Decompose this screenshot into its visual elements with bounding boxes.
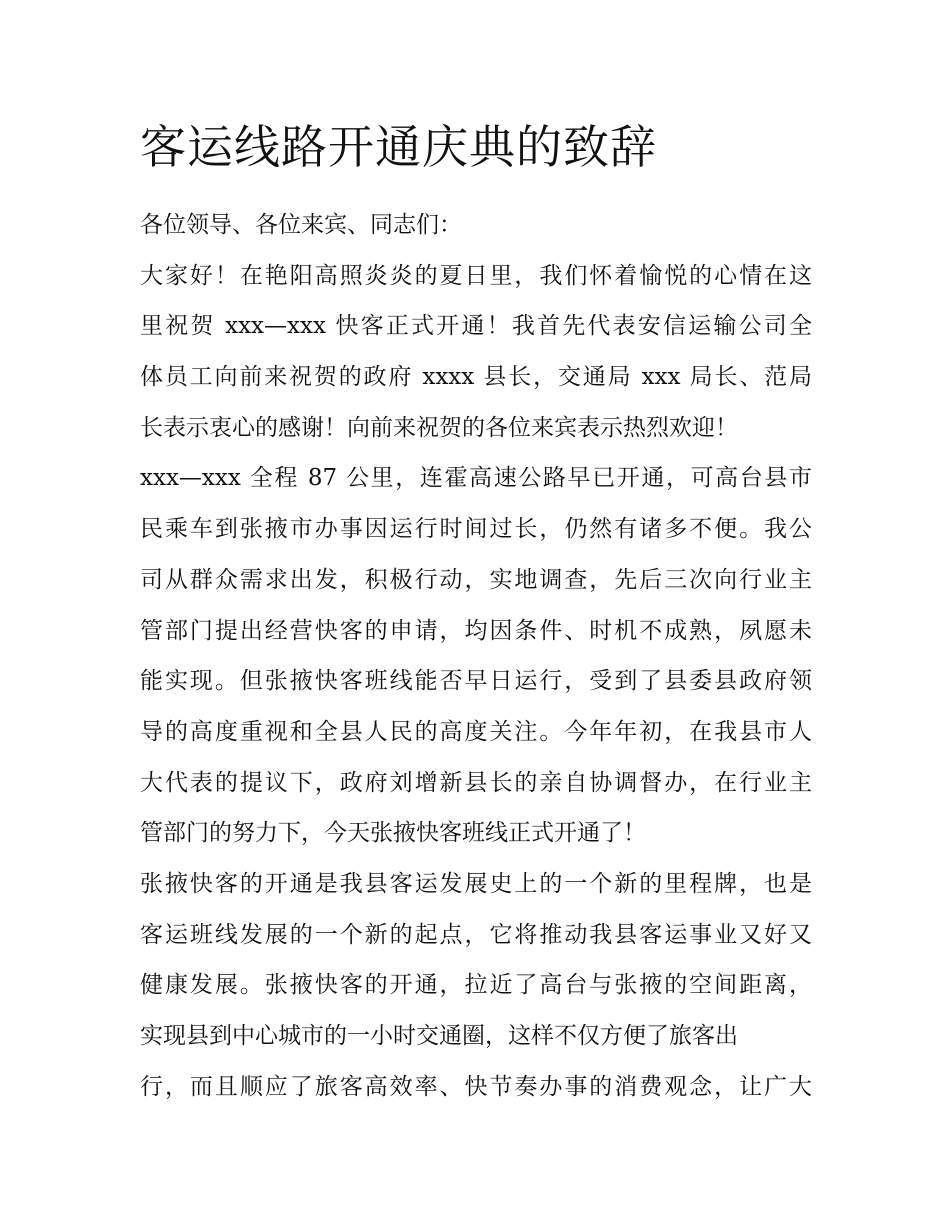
text-line: 民乘车到张掖市办事因运行时间过长，仍然有诸多不便。我公 — [140, 516, 812, 543]
text-line: 实现县到中心城市的一小时交通圈，这样不仅方便了旅客出 — [140, 1023, 738, 1049]
document-page — [140, 112, 812, 1112]
text-line: 体员工向前来祝贺的政府 xxxx 县长，交通局 xxx 局长、范局 — [140, 364, 812, 391]
text-line: xxx—xxx 全程 87 公里，连霍高速公路早已开通，可高台县市 — [140, 465, 812, 492]
text-line: 司从群众需求出发，积极行动，实地调查，先后三次向行业主 — [140, 566, 812, 593]
text-line: 导的高度重视和全县人民的高度关注。今年年初，在我县市人 — [140, 718, 812, 745]
text-line: 管部门的努力下，今天张掖快客班线正式开通了！ — [140, 820, 646, 847]
text-line: 各位领导、各位来宾、同志们： — [140, 212, 462, 238]
text-line: 管部门提出经营快客的申请，均因条件、时机不成熟，夙愿未 — [140, 617, 812, 644]
document-body — [140, 200, 812, 1112]
text-line: 里祝贺 xxx—xxx 快客正式开通！我首先代表安信运输公司全 — [140, 313, 812, 340]
text-line: 长表示衷心的感谢！向前来祝贺的各位来宾表示热烈欢迎！ — [140, 414, 738, 441]
text-line: 健康发展。张掖快客的开通，拉近了高台与张掖的空间距离， — [140, 972, 812, 999]
document-title: 客运线路开通庆典的致辞 — [140, 120, 657, 174]
text-line: 大家好！在艳阳高照炎炎的夏日里，我们怀着愉悦的心情在这 — [140, 262, 812, 289]
text-line: 能实现。但张掖快客班线能否早日运行，受到了县委县政府领 — [140, 668, 812, 695]
text-line: 大代表的提议下，政府刘增新县长的亲自协调督办，在行业主 — [140, 769, 812, 796]
text-line: 张掖快客的开通是我县客运发展史上的一个新的里程牌，也是 — [140, 870, 812, 897]
text-line: 客运班线发展的一个新的起点，它将推动我县客运事业又好又 — [140, 921, 812, 948]
text-line: 行，而且顺应了旅客高效率、快节奏办事的消费观念，让广大 — [140, 1073, 812, 1100]
